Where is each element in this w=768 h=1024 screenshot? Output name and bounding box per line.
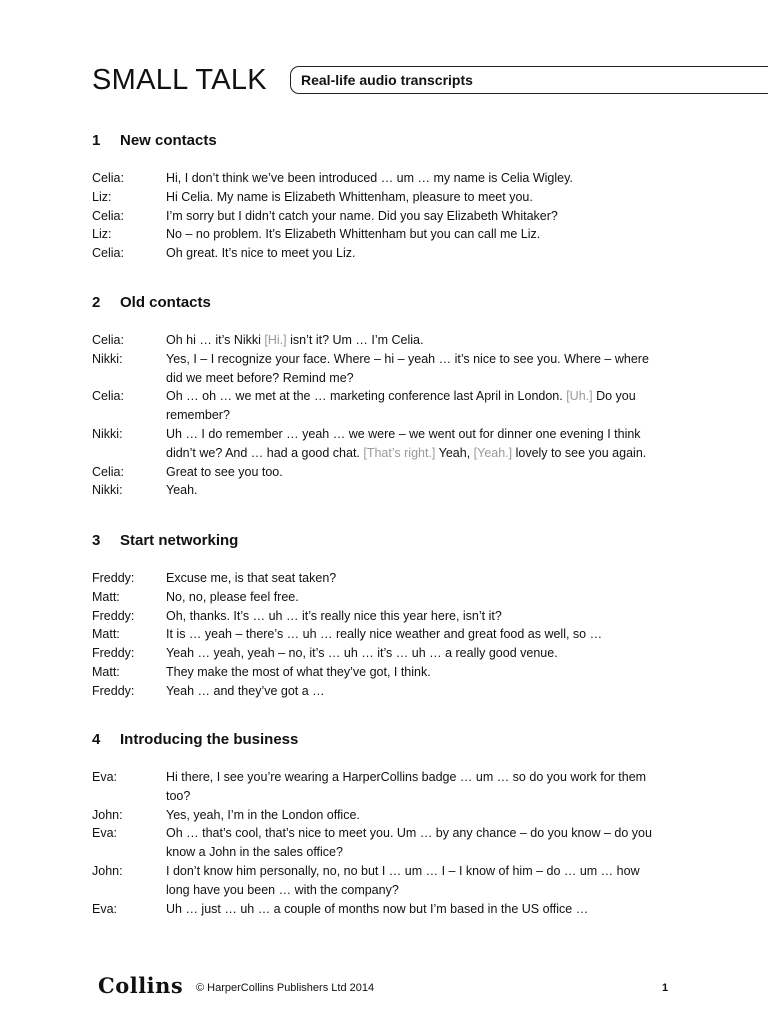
section-3 (92, 531, 692, 701)
transcript-line (92, 425, 692, 463)
section-1 (92, 131, 692, 263)
line-text (166, 644, 666, 663)
interjection: [Yeah.] (473, 445, 513, 460)
line-text (166, 768, 666, 806)
interjection: [Uh.] (566, 389, 593, 404)
text-segment: Yeah. (166, 483, 198, 498)
text-segment: No, no, please feel free. (166, 589, 299, 604)
transcript-line (92, 244, 692, 263)
line-text (166, 862, 666, 900)
copyright-notice: © HarperCollins Publishers Ltd 2014 (196, 982, 375, 994)
section-number: 4 (92, 731, 101, 748)
speaker-label: Freddy: (92, 608, 135, 623)
speaker-label: Celia: (92, 246, 124, 261)
line-text (166, 607, 666, 626)
transcript-line (92, 588, 692, 607)
section-title: Start networking (120, 532, 239, 549)
section-number: 3 (92, 532, 101, 549)
line-text (166, 588, 666, 607)
text-segment: Great to see you too. (166, 464, 283, 479)
line-text (166, 169, 666, 188)
line-text (166, 331, 666, 350)
line-text (166, 350, 666, 388)
section-title: New contacts (120, 132, 217, 149)
text-segment: Uh … I do remember … yeah … we were – we went out for dinner one evening I think didn’t we? And … had a good chat. (166, 426, 641, 460)
speaker-label: Celia: (92, 208, 124, 223)
speaker-label: Freddy: (92, 571, 135, 585)
line-text (166, 425, 666, 463)
interjection: [Hi.] (264, 333, 287, 347)
page-number: 1 (662, 982, 669, 994)
transcript-line (92, 463, 692, 482)
text-segment: Hi there, I see you’re wearing a HarperCollins badge … um … so do you work for them too? (166, 770, 647, 803)
text-segment: Yes, I – I recognize your face. Where – hi – yeah … it’s nice to see you. Where – where did we meet before? Remind me? (166, 351, 649, 385)
transcript-line (92, 387, 692, 425)
section-title: Introducing the business (120, 731, 299, 748)
text-segment: Oh hi … it’s Nikki (166, 333, 265, 347)
transcript-line (92, 824, 692, 862)
speaker-label: Liz: (92, 227, 112, 242)
speaker-label: Nikki: (92, 483, 123, 498)
transcript-lines (92, 569, 692, 701)
line-text (166, 188, 666, 207)
transcript-lines (92, 169, 692, 263)
speaker-label: Eva: (92, 901, 118, 916)
section-heading (92, 531, 692, 551)
transcript-line (92, 900, 692, 919)
page-subtitle: Real-life audio transcripts (301, 72, 473, 88)
transcript-line (92, 169, 692, 188)
speaker-label: Matt: (92, 664, 120, 679)
speaker-label: Freddy: (92, 683, 135, 698)
text-segment: Oh … that’s cool, that’s nice to meet you. Um … by any chance – do you know – do you know a John in the sales office? (166, 826, 652, 860)
text-segment: Uh … just … uh … a couple of months now but I’m based in the US office … (166, 901, 589, 916)
line-text (166, 900, 666, 919)
speaker-label: Nikki: (92, 426, 123, 441)
speaker-label: Celia: (92, 171, 124, 185)
transcript-line (92, 331, 692, 350)
text-segment: I don’t know him personally, no, no but I … um … I – I know of him – do … um … how long have you been … with the company? (166, 863, 640, 897)
text-segment: Do you remember? (166, 389, 636, 423)
transcript-line (92, 188, 692, 207)
line-text (166, 663, 666, 682)
page-header (92, 60, 768, 100)
line-text (166, 569, 666, 588)
text-segment: No – no problem. It’s Elizabeth Whittenham but you can call me Liz. (166, 227, 541, 242)
text-segment: Oh … oh … we met at the … marketing conference last April in London. (166, 389, 567, 404)
speaker-label: Eva: (92, 770, 118, 784)
text-segment: Yeah … and they’ve got a … (166, 683, 325, 698)
text-segment: Oh great. It’s nice to meet you Liz. (166, 246, 356, 261)
text-segment: Oh, thanks. It’s … uh … it’s really nice this year here, isn’t it? (166, 608, 502, 623)
transcript-lines (92, 331, 692, 500)
text-segment: Excuse me, is that seat taken? (166, 571, 337, 585)
speaker-label: Eva: (92, 826, 118, 841)
line-text (166, 481, 666, 500)
text-segment: lovely to see you again. (512, 445, 647, 460)
text-segment: Hi Celia. My name is Elizabeth Whittenham, pleasure to meet you. (166, 189, 533, 204)
line-text (166, 682, 666, 701)
transcript-line (92, 607, 692, 626)
section-title: Old contacts (120, 294, 211, 311)
transcript-line (92, 225, 692, 244)
text-segment: Hi, I don’t think we’ve been introduced … um … my name is Celia Wigley. (166, 171, 573, 185)
section-heading (92, 293, 692, 313)
speaker-label: Freddy: (92, 646, 135, 661)
collins-logo: Collins (98, 973, 184, 998)
transcript-line (92, 625, 692, 644)
text-segment: I’m sorry but I didn’t catch your name. Did you say Elizabeth Whitaker? (166, 208, 558, 223)
section-number: 2 (92, 294, 101, 311)
subtitle-tab (290, 66, 768, 94)
section-heading (92, 131, 692, 151)
speaker-label: Nikki: (92, 351, 123, 366)
line-text (166, 463, 666, 482)
transcript-line (92, 350, 692, 388)
transcript-line (92, 569, 692, 588)
line-text (166, 207, 666, 226)
line-text (166, 824, 666, 862)
text-segment: They make the most of what they’ve got, I think. (166, 664, 431, 679)
speaker-label: Matt: (92, 627, 120, 642)
line-text (166, 625, 666, 644)
transcript-line (92, 682, 692, 701)
text-segment: Yeah, (435, 445, 474, 460)
speaker-label: Celia: (92, 389, 124, 404)
section-number: 1 (92, 132, 101, 149)
text-segment: Yes, yeah, I’m in the London office. (166, 807, 360, 822)
section-4 (92, 730, 692, 918)
speaker-label: John: (92, 807, 123, 822)
line-text (166, 244, 666, 263)
text-segment: isn’t it? Um … I’m Celia. (286, 333, 424, 347)
speaker-label: Matt: (92, 589, 120, 604)
transcript-line (92, 663, 692, 682)
section-heading (92, 730, 692, 750)
line-text (166, 225, 666, 244)
transcript-line (92, 806, 692, 825)
text-segment: It is … yeah – there’s … uh … really nice weather and great food as well, so … (166, 627, 603, 642)
line-text (166, 806, 666, 825)
transcript-line (92, 862, 692, 900)
transcript-line (92, 207, 692, 226)
transcript-line (92, 768, 692, 806)
transcript-lines (92, 768, 692, 918)
page-title: SMALL TALK (92, 64, 267, 96)
line-text (166, 387, 666, 425)
text-segment: Yeah … yeah, yeah – no, it’s … uh … it’s … uh … a really good venue. (166, 646, 558, 661)
speaker-label: Celia: (92, 464, 124, 479)
transcript-line (92, 644, 692, 663)
speaker-label: Celia: (92, 333, 124, 347)
transcript-line (92, 481, 692, 500)
page-footer (98, 972, 678, 1000)
section-2 (92, 293, 692, 500)
speaker-label: John: (92, 863, 123, 878)
speaker-label: Liz: (92, 189, 112, 204)
interjection: [That’s right.] (363, 445, 436, 460)
